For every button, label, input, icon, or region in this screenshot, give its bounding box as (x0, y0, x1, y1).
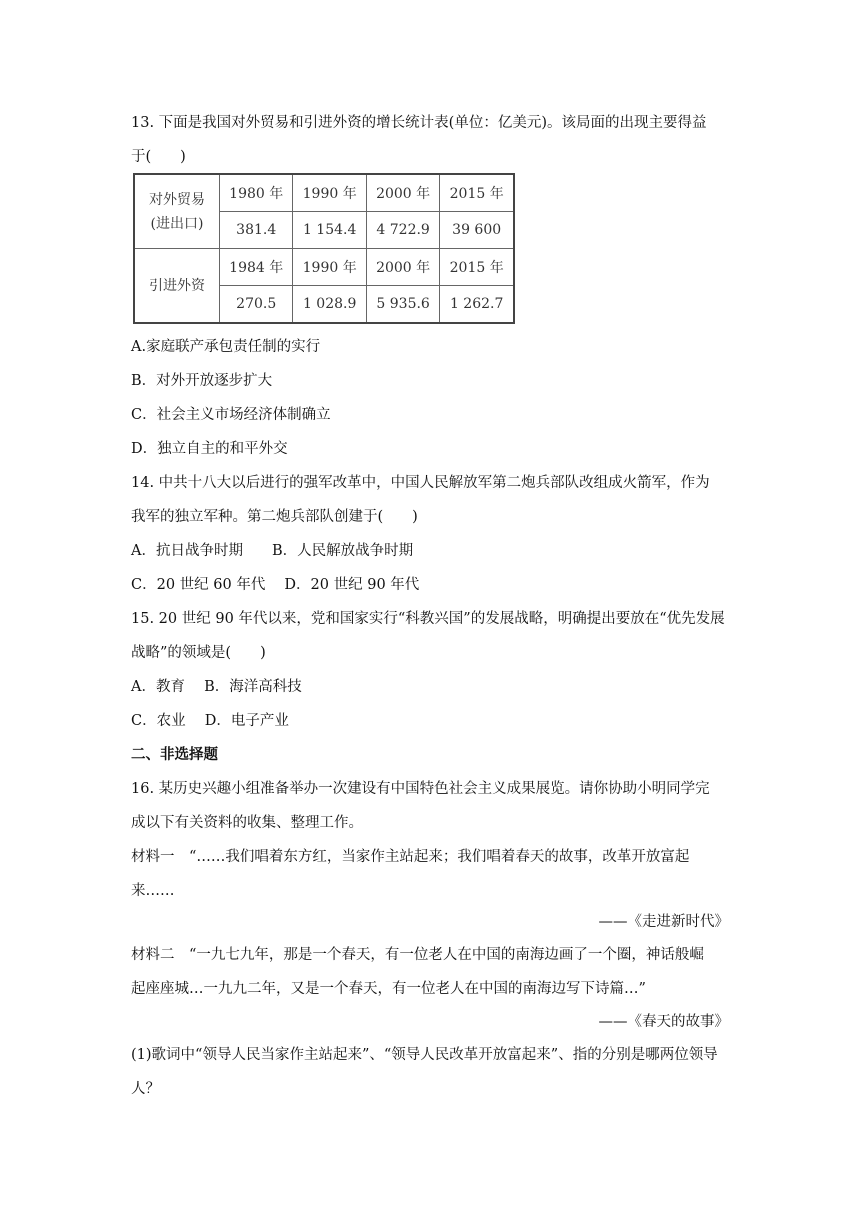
table-header-foreign-trade (134, 174, 220, 249)
table-cell-value: 39 600 (440, 212, 514, 249)
q14-options-line2: C．20 世纪 60 年代 D．20 世纪 90 年代 (131, 577, 420, 593)
q13-statistics-table (133, 173, 515, 324)
q14-stem-line2: 我军的独立军种。第二炮兵部队创建于( ) (131, 509, 418, 525)
table-cell-year: 2000 年 (366, 249, 439, 286)
q16-material2-line1: 材料二 “一九七九年，那是一个春天，有一位老人在中国的南海边画了一个圈，神话般崛 (131, 947, 704, 963)
q13-option-c: C．社会主义市场经济体制确立 (131, 407, 331, 423)
q14-stem-line1: 14. 中共十八大以后进行的强军改革中，中国人民解放军第二炮兵部队改组成火箭军，作为 (131, 475, 710, 491)
q16-subquestion1-line2: 人？ (131, 1081, 160, 1097)
table-cell-value: 1 154.4 (293, 212, 366, 249)
q13-stem-line2: 于( ) (131, 149, 186, 165)
q13-option-a: A.家庭联产承包责任制的实行 (131, 339, 321, 355)
table-header-foreign-trade-b: (进出口) (150, 215, 204, 232)
q16-subquestion1-line1: (1)歌词中“领导人民当家作主站起来”、“领导人民改革开放富起来”、指的分别是哪两位领导 (131, 1047, 718, 1063)
table-cell-year: 2015 年 (440, 174, 514, 212)
q13-option-d: D．独立自主的和平外交 (131, 441, 288, 457)
table-cell-year: 1980 年 (220, 174, 293, 212)
table-cell-value: 5 935.6 (366, 286, 439, 324)
q15-stem-line1: 15. 20 世纪 90 年代以来，党和国家实行“科教兴国”的发展战略，明确提出要放在“优先发展 (131, 611, 725, 627)
q15-options-line1: A．教育 B．海洋高科技 (131, 679, 302, 695)
q16-material2-source: ——《春天的故事》 (598, 1014, 729, 1030)
q16-material1-source: ——《走进新时代》 (598, 914, 729, 930)
table-cell-year: 1990 年 (293, 174, 366, 212)
table-cell-value: 4 722.9 (366, 212, 439, 249)
q16-material1-line2: 来…… (131, 883, 175, 899)
table-cell-year: 1984 年 (220, 249, 293, 286)
q15-stem-line2: 战略”的领域是( ) (131, 645, 266, 661)
table-cell-value: 1 262.7 (440, 286, 514, 324)
section-heading: 二、非选择题 (131, 746, 218, 763)
q13-stem-line1: 13. 下面是我国对外贸易和引进外资的增长统计表(单位：亿美元)。该局面的出现主要得益 (131, 115, 707, 131)
table-cell-value: 381.4 (220, 212, 293, 249)
q16-material2-line2: 起座座城…一九九二年，又是一个春天，有一位老人在中国的南海边写下诗篇…” (131, 981, 646, 997)
table-cell-year: 2000 年 (366, 174, 439, 212)
q16-material1-line1: 材料一 “……我们唱着东方红，当家作主站起来；我们唱着春天的故事，改革开放富起 (131, 849, 690, 865)
table-cell-value: 270.5 (220, 286, 293, 324)
table-header-foreign-investment: 引进外资 (134, 249, 220, 324)
table-header-foreign-trade-a: 对外贸易 (149, 191, 205, 208)
q15-options-line2: C．农业 D．电子产业 (131, 713, 289, 729)
q14-options-line1: A．抗日战争时期 B．人民解放战争时期 (131, 543, 414, 559)
q16-stem-line1: 16. 某历史兴趣小组准备举办一次建设有中国特色社会主义成果展览。请你协助小明同学完 (131, 781, 710, 797)
table-cell-value: 1 028.9 (293, 286, 366, 324)
table-cell-year: 1990 年 (293, 249, 366, 286)
q16-stem-line2: 成以下有关资料的收集、整理工作。 (131, 815, 363, 831)
table-cell-year: 2015 年 (440, 249, 514, 286)
q13-option-b: B．对外开放逐步扩大 (131, 373, 273, 389)
